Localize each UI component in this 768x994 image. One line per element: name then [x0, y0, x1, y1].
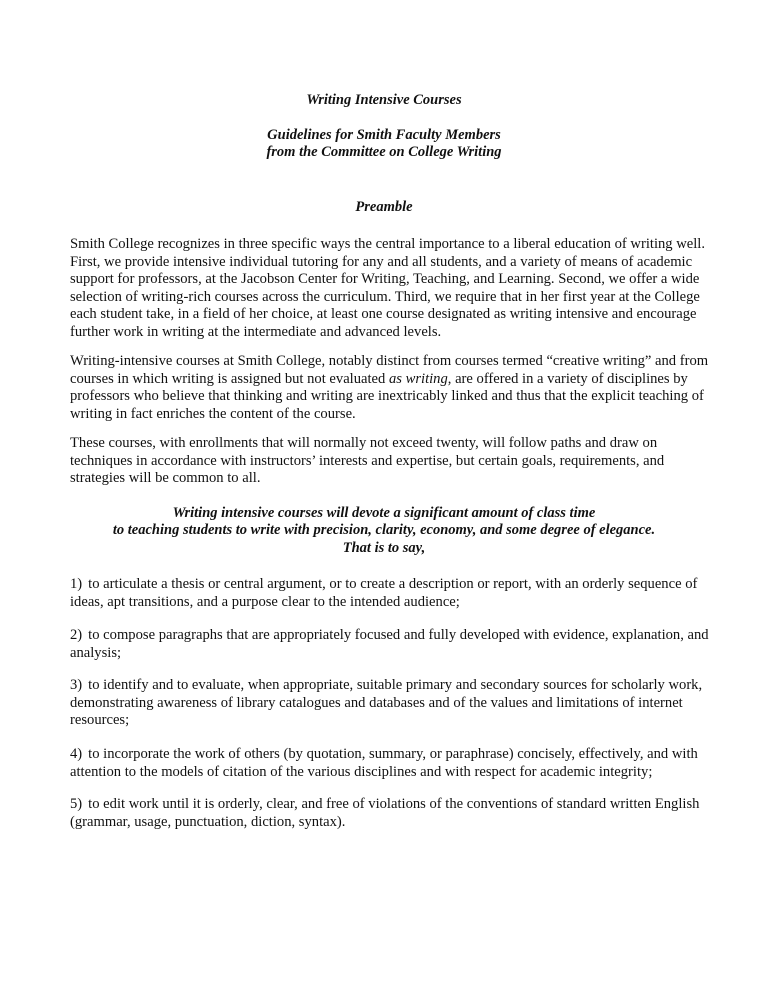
goal-item-3	[70, 677, 710, 730]
goal-text: to identify and to evaluate, when appropriate, suitable primary and secondary sources for scholarly work, demonstrating awareness of library catalogues and databases and of the values and limitations of internet resources;	[70, 677, 703, 729]
goal-number: 1)	[70, 576, 83, 592]
goal-item-4	[70, 746, 710, 781]
goal-item-5	[70, 796, 710, 831]
goal-item-1	[70, 576, 710, 611]
goal-text: to edit work until it is orderly, clear, and free of violations of the conventions of standard written English (grammar, usage, punctuation, diction, syntax).	[70, 796, 700, 830]
paragraph-text: , are offered in a variety of disciplines by professors who believe that thinking and writing are inextricably linked and thus that the explicit teaching of writing in fact enriches the content of the course.	[70, 370, 704, 422]
goal-number: 4)	[70, 746, 83, 762]
goal-text: to compose paragraphs that are appropriately focused and fully developed with evidence, explanation, and analysis;	[70, 627, 709, 661]
paragraph-italic-text: as writing	[388, 370, 448, 387]
document-title: Writing Intensive Courses	[306, 92, 462, 108]
goal-number: 3)	[70, 677, 83, 693]
paragraph-enrollment: These courses, with enrollments that will normally not exceed twenty, will follow paths and draw on techniques in accordance with instructors’ interests and expertise, but certain goals, requirements, and strategies will be common to all.	[70, 435, 665, 487]
goal-text: to incorporate the work of others (by quotation, summary, or paraphrase) concisely, effectively, and with attention to the models of citation of the various disciplines and with respect for academic integrity;	[70, 746, 698, 780]
emphasis-line1: Writing intensive courses will devote a significant amount of class time	[172, 505, 596, 521]
paragraph-intro: Smith College recognizes in three specific ways the central importance to a liberal education of writing well. First, we provide intensive individual tutoring for any and all students, and a variety of means of academic support for professors, at the Jacobson Center for Writing, Teaching, and Learning. Second, we offer a wide selection of writing-rich courses across the curriculum. Third, we require that in her first year at the College each student take, in a field of her choice, at least one course designated as writing intensive and encourage further work in writing at the intermediate and advanced levels.	[70, 236, 706, 340]
document-subtitle-line1: Guidelines for Smith Faculty Members	[267, 127, 501, 143]
section-heading-preamble: Preamble	[355, 199, 413, 215]
goal-text: to articulate a thesis or central argument, or to create a description or report, with an orderly sequence of ideas, apt transitions, and a purpose clear to the intended audience;	[70, 576, 698, 610]
emphasis-line2: to teaching students to write with precision, clarity, economy, and some degree of elegance.	[112, 522, 656, 538]
document-subtitle-line2: from the Committee on College Writing	[266, 144, 502, 160]
goal-number: 5)	[70, 796, 83, 812]
paragraph-text: Writing-intensive courses at Smith College, notably distinct from courses termed “creative writing” and from courses in which writing is assigned but not evaluated	[70, 353, 709, 387]
goal-item-2	[70, 627, 710, 662]
goal-number: 2)	[70, 627, 83, 643]
emphasis-line3: That is to say,	[342, 540, 426, 556]
paragraph-writing-intensive-definition	[70, 353, 710, 423]
